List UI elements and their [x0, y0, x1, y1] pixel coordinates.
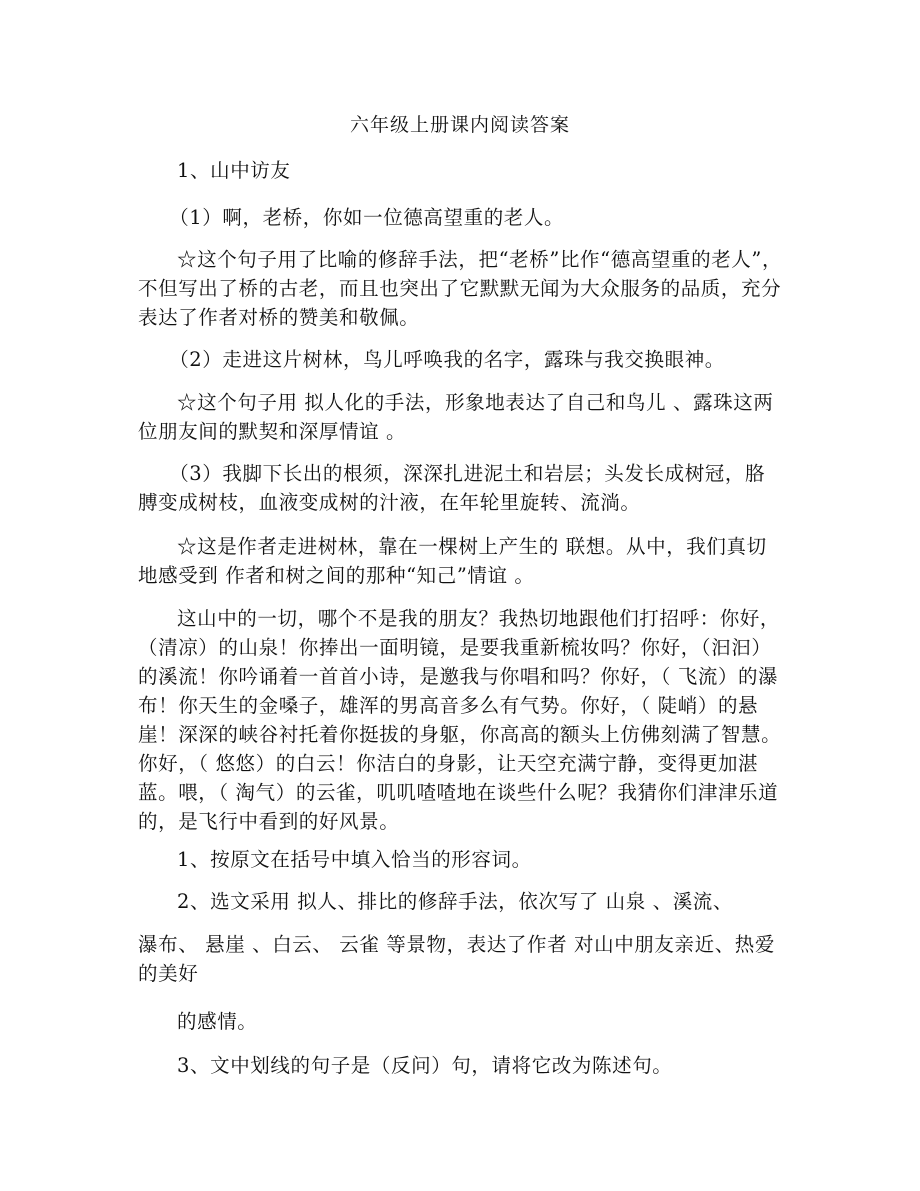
answer-paragraph-3: ☆这是作者走进树林，靠在一棵树上产生的 联想。从中，我们真切地感受到 作者和树之间的那种“知己”情谊 。	[138, 535, 767, 587]
exercise-question-2-continued: 瀑布、 悬崖 、白云、 云雀 等景物，表达了作者 对山中朋友亲近、热爱的美好	[138, 933, 775, 985]
exercise-question-1: 1、按原文在括号中填入恰当的形容词。	[177, 848, 532, 871]
exercise-question-3: 3、文中划线的句子是（反问）句，请将它改为陈述句。	[177, 1054, 673, 1077]
document-title: 六年级上册课内阅读答案	[349, 114, 570, 136]
question-sentence-2: （2）走进这片树林，鸟儿呼唤我的名字，露珠与我交换眼神。	[169, 348, 725, 371]
answer-paragraph-2: ☆这个句子用 拟人化的手法，形象地表达了自己和鸟儿 、露珠这两位朋友间的默契和深厚情谊 。	[138, 391, 774, 443]
question-sentence-3: （3）我脚下长出的根须，深深扎进泥土和岩层；头发长成树冠，胳膊变成树枝，血液变成树的汁液，在年轮里旋转、流淌。	[138, 462, 766, 514]
section-heading: 1、山中访友	[177, 159, 291, 182]
reading-passage: 这山中的一切，哪个不是我的朋友？我热切地跟他们打招呼：你好，（清凉）的山泉！你捧出一面明镜，是要我重新梳妆吗？你好，（汩汩）的溪流！你吟诵着一首首小诗，是邀我与你唱和吗？你好，（ 飞流）的瀑布！你天生的金嗓子，雄浑的男高音多么有气势。你好，（ 陡峭）的悬崖！深深的峡谷衬托着你挺拔的身躯，你高高的额头上仿佛刻满了智慧。你好，（ 悠悠）的白云！你洁白的身影，让天空充满宁静，变得更加湛蓝。喂，（ 淘气）的云雀，叽叽喳喳地在谈些什么呢？我猜你们津津乐道的，是飞行中看到的好风景。	[138, 607, 782, 833]
answer-paragraph-1: ☆这个句子用了比喻的修辞手法，把“老桥”比作“德高望重的老人”，不但写出了桥的古老，而且也突出了它默默无闻为大众服务的品质，充分表达了作者对桥的赞美和敬佩。	[138, 248, 783, 329]
exercise-question-2-end: 的感情。	[177, 1010, 258, 1033]
question-sentence-1: （1）啊，老桥，你如一位德高望重的老人。	[169, 206, 565, 229]
exercise-question-2: 2、选文采用 拟人、排比的修辞手法，依次写了 山泉 、溪流、	[177, 890, 734, 913]
